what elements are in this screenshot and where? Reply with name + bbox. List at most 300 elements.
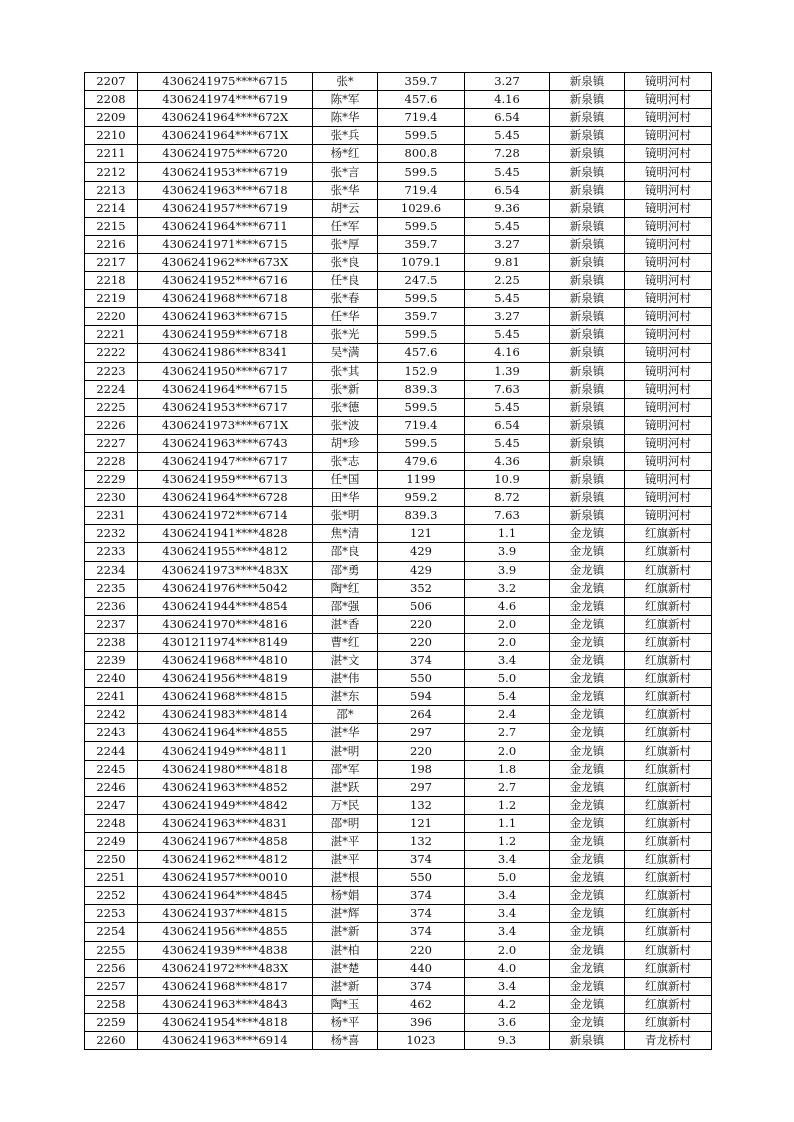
quantity-cell: 9.36 (465, 199, 550, 217)
amount-cell: 599.5 (378, 127, 465, 145)
quantity-cell: 5.45 (465, 217, 550, 235)
row-number-cell: 2254 (85, 923, 138, 941)
id-number-cell: 4306241941****4828 (138, 525, 313, 543)
row-number-cell: 2226 (85, 416, 138, 434)
id-number-cell: 4306241955****4812 (138, 543, 313, 561)
amount-cell: 374 (378, 905, 465, 923)
village-cell: 镜明河村 (625, 272, 712, 290)
name-cell: 湛*明 (313, 742, 378, 760)
quantity-cell: 9.81 (465, 253, 550, 271)
id-number-cell: 4306241957****0010 (138, 869, 313, 887)
name-cell: 陶*玉 (313, 995, 378, 1013)
row-number-cell: 2217 (85, 253, 138, 271)
id-number-cell: 4306241967****4858 (138, 832, 313, 850)
name-cell: 张*波 (313, 416, 378, 434)
quantity-cell: 4.16 (465, 91, 550, 109)
name-cell: 邵*明 (313, 814, 378, 832)
id-number-cell: 4306241968****6718 (138, 290, 313, 308)
quantity-cell: 2.7 (465, 724, 550, 742)
village-cell: 镜明河村 (625, 145, 712, 163)
row-number-cell: 2238 (85, 633, 138, 651)
town-cell: 金龙镇 (550, 796, 625, 814)
village-cell: 红旗新村 (625, 688, 712, 706)
row-number-cell: 2244 (85, 742, 138, 760)
town-cell: 新泉镇 (550, 127, 625, 145)
village-cell: 镜明河村 (625, 109, 712, 127)
village-cell: 红旗新村 (625, 633, 712, 651)
row-number-cell: 2235 (85, 579, 138, 597)
quantity-cell: 5.45 (465, 290, 550, 308)
table-row (85, 109, 712, 127)
row-number-cell: 2243 (85, 724, 138, 742)
village-cell: 红旗新村 (625, 814, 712, 832)
name-cell: 邵*良 (313, 543, 378, 561)
table-row (85, 778, 712, 796)
quantity-cell: 3.6 (465, 1013, 550, 1031)
village-cell: 红旗新村 (625, 995, 712, 1013)
id-number-cell: 4306241937****4815 (138, 905, 313, 923)
amount-cell: 594 (378, 688, 465, 706)
table-row (85, 199, 712, 217)
town-cell: 金龙镇 (550, 959, 625, 977)
amount-cell: 719.4 (378, 181, 465, 199)
row-number-cell: 2222 (85, 344, 138, 362)
table-row (85, 652, 712, 670)
table-row (85, 362, 712, 380)
row-number-cell: 2225 (85, 398, 138, 416)
table-row (85, 887, 712, 905)
village-cell: 红旗新村 (625, 760, 712, 778)
amount-cell: 359.7 (378, 235, 465, 253)
name-cell: 吴*满 (313, 344, 378, 362)
town-cell: 金龙镇 (550, 760, 625, 778)
table-row (85, 688, 712, 706)
town-cell: 金龙镇 (550, 579, 625, 597)
town-cell: 金龙镇 (550, 778, 625, 796)
table-row (85, 380, 712, 398)
table-row (85, 959, 712, 977)
quantity-cell: 1.39 (465, 362, 550, 380)
id-number-cell: 4306241976****5042 (138, 579, 313, 597)
id-number-cell: 4306241964****671X (138, 127, 313, 145)
name-cell: 张*明 (313, 507, 378, 525)
town-cell: 新泉镇 (550, 253, 625, 271)
table-row (85, 597, 712, 615)
quantity-cell: 7.63 (465, 380, 550, 398)
name-cell: 张*志 (313, 452, 378, 470)
table-row (85, 706, 712, 724)
amount-cell: 374 (378, 887, 465, 905)
village-cell: 红旗新村 (625, 706, 712, 724)
table-row (85, 471, 712, 489)
quantity-cell: 4.16 (465, 344, 550, 362)
village-cell: 红旗新村 (625, 778, 712, 796)
quantity-cell: 6.54 (465, 109, 550, 127)
town-cell: 金龙镇 (550, 923, 625, 941)
amount-cell: 121 (378, 814, 465, 832)
table-row (85, 163, 712, 181)
table-row (85, 851, 712, 869)
town-cell: 新泉镇 (550, 344, 625, 362)
village-cell: 红旗新村 (625, 923, 712, 941)
village-cell: 红旗新村 (625, 597, 712, 615)
row-number-cell: 2253 (85, 905, 138, 923)
village-cell: 镜明河村 (625, 73, 712, 91)
amount-cell: 1023 (378, 1031, 465, 1049)
id-number-cell: 4306241953****6719 (138, 163, 313, 181)
table-row (85, 398, 712, 416)
table-row (85, 670, 712, 688)
village-cell: 红旗新村 (625, 832, 712, 850)
row-number-cell: 2249 (85, 832, 138, 850)
table-row (85, 905, 712, 923)
town-cell: 金龙镇 (550, 543, 625, 561)
town-cell: 金龙镇 (550, 724, 625, 742)
table-row (85, 796, 712, 814)
amount-cell: 839.3 (378, 507, 465, 525)
name-cell: 湛*楚 (313, 959, 378, 977)
row-number-cell: 2209 (85, 109, 138, 127)
table-row (85, 434, 712, 452)
amount-cell: 506 (378, 597, 465, 615)
amount-cell: 429 (378, 543, 465, 561)
row-number-cell: 2236 (85, 597, 138, 615)
table-row (85, 489, 712, 507)
name-cell: 张*其 (313, 362, 378, 380)
row-number-cell: 2230 (85, 489, 138, 507)
name-cell: 焦*清 (313, 525, 378, 543)
amount-cell: 374 (378, 851, 465, 869)
town-cell: 金龙镇 (550, 814, 625, 832)
village-cell: 镜明河村 (625, 489, 712, 507)
name-cell: 任*良 (313, 272, 378, 290)
quantity-cell: 2.25 (465, 272, 550, 290)
town-cell: 金龙镇 (550, 869, 625, 887)
village-cell: 镜明河村 (625, 308, 712, 326)
town-cell: 新泉镇 (550, 489, 625, 507)
town-cell: 金龙镇 (550, 941, 625, 959)
amount-cell: 132 (378, 796, 465, 814)
id-number-cell: 4306241963****6743 (138, 434, 313, 452)
village-cell: 红旗新村 (625, 724, 712, 742)
town-cell: 金龙镇 (550, 706, 625, 724)
amount-cell: 152.9 (378, 362, 465, 380)
id-number-cell: 4306241957****6719 (138, 199, 313, 217)
village-cell: 青龙桥村 (625, 1031, 712, 1049)
village-cell: 镜明河村 (625, 181, 712, 199)
row-number-cell: 2214 (85, 199, 138, 217)
town-cell: 金龙镇 (550, 597, 625, 615)
id-number-cell: 4306241959****6718 (138, 326, 313, 344)
table-row (85, 869, 712, 887)
amount-cell: 264 (378, 706, 465, 724)
name-cell: 杨*喜 (313, 1031, 378, 1049)
quantity-cell: 3.27 (465, 308, 550, 326)
town-cell: 金龙镇 (550, 887, 625, 905)
amount-cell: 719.4 (378, 109, 465, 127)
village-cell: 镜明河村 (625, 471, 712, 489)
quantity-cell: 3.4 (465, 977, 550, 995)
name-cell: 张*良 (313, 253, 378, 271)
id-number-cell: 4306241983****4814 (138, 706, 313, 724)
table-row (85, 272, 712, 290)
village-cell: 红旗新村 (625, 670, 712, 688)
id-number-cell: 4306241947****6717 (138, 452, 313, 470)
table-row (85, 344, 712, 362)
id-number-cell: 4306241959****6713 (138, 471, 313, 489)
amount-cell: 247.5 (378, 272, 465, 290)
village-cell: 红旗新村 (625, 977, 712, 995)
table-row (85, 995, 712, 1013)
quantity-cell: 3.9 (465, 543, 550, 561)
id-number-cell: 4306241952****6716 (138, 272, 313, 290)
quantity-cell: 3.27 (465, 73, 550, 91)
quantity-cell: 4.2 (465, 995, 550, 1013)
amount-cell: 800.8 (378, 145, 465, 163)
town-cell: 新泉镇 (550, 109, 625, 127)
village-cell: 镜明河村 (625, 290, 712, 308)
row-number-cell: 2215 (85, 217, 138, 235)
row-number-cell: 2255 (85, 941, 138, 959)
town-cell: 新泉镇 (550, 416, 625, 434)
table-row (85, 145, 712, 163)
row-number-cell: 2234 (85, 561, 138, 579)
town-cell: 金龙镇 (550, 633, 625, 651)
row-number-cell: 2227 (85, 434, 138, 452)
row-number-cell: 2213 (85, 181, 138, 199)
id-number-cell: 4306241949****4842 (138, 796, 313, 814)
name-cell: 张*春 (313, 290, 378, 308)
village-cell: 镜明河村 (625, 163, 712, 181)
name-cell: 陈*华 (313, 109, 378, 127)
amount-cell: 429 (378, 561, 465, 579)
town-cell: 金龙镇 (550, 905, 625, 923)
id-number-cell: 4306241956****4855 (138, 923, 313, 941)
id-number-cell: 4306241963****6718 (138, 181, 313, 199)
amount-cell: 359.7 (378, 308, 465, 326)
id-number-cell: 4306241939****4838 (138, 941, 313, 959)
row-number-cell: 2258 (85, 995, 138, 1013)
quantity-cell: 6.54 (465, 181, 550, 199)
village-cell: 镜明河村 (625, 127, 712, 145)
village-cell: 红旗新村 (625, 543, 712, 561)
id-number-cell: 4306241962****4812 (138, 851, 313, 869)
town-cell: 新泉镇 (550, 145, 625, 163)
quantity-cell: 3.4 (465, 887, 550, 905)
village-cell: 镜明河村 (625, 253, 712, 271)
town-cell: 金龙镇 (550, 1013, 625, 1031)
quantity-cell: 3.27 (465, 235, 550, 253)
village-cell: 红旗新村 (625, 905, 712, 923)
quantity-cell: 5.45 (465, 163, 550, 181)
village-cell: 镜明河村 (625, 91, 712, 109)
table-row (85, 543, 712, 561)
id-number-cell: 4306241980****4818 (138, 760, 313, 778)
name-cell: 杨*平 (313, 1013, 378, 1031)
village-cell: 镜明河村 (625, 452, 712, 470)
amount-cell: 1029.6 (378, 199, 465, 217)
row-number-cell: 2248 (85, 814, 138, 832)
row-number-cell: 2219 (85, 290, 138, 308)
quantity-cell: 5.0 (465, 670, 550, 688)
village-cell: 镜明河村 (625, 362, 712, 380)
id-number-cell: 4306241963****4831 (138, 814, 313, 832)
name-cell: 胡*珍 (313, 434, 378, 452)
id-number-cell: 4306241971****6715 (138, 235, 313, 253)
row-number-cell: 2231 (85, 507, 138, 525)
quantity-cell: 1.2 (465, 832, 550, 850)
id-number-cell: 4306241970****4816 (138, 615, 313, 633)
id-number-cell: 4306241975****6715 (138, 73, 313, 91)
amount-cell: 457.6 (378, 344, 465, 362)
name-cell: 湛*香 (313, 615, 378, 633)
quantity-cell: 9.3 (465, 1031, 550, 1049)
table-row (85, 326, 712, 344)
amount-cell: 959.2 (378, 489, 465, 507)
name-cell: 万*民 (313, 796, 378, 814)
id-number-cell: 4306241953****6717 (138, 398, 313, 416)
quantity-cell: 7.63 (465, 507, 550, 525)
name-cell: 湛*辉 (313, 905, 378, 923)
amount-cell: 220 (378, 742, 465, 760)
id-number-cell: 4306241972****6714 (138, 507, 313, 525)
amount-cell: 599.5 (378, 398, 465, 416)
amount-cell: 374 (378, 923, 465, 941)
name-cell: 邵*军 (313, 760, 378, 778)
row-number-cell: 2239 (85, 652, 138, 670)
name-cell: 湛*新 (313, 977, 378, 995)
row-number-cell: 2210 (85, 127, 138, 145)
table-row (85, 181, 712, 199)
town-cell: 金龙镇 (550, 832, 625, 850)
quantity-cell: 4.0 (465, 959, 550, 977)
town-cell: 新泉镇 (550, 235, 625, 253)
table-row (85, 633, 712, 651)
id-number-cell: 4306241944****4854 (138, 597, 313, 615)
id-number-cell: 4306241974****6719 (138, 91, 313, 109)
id-number-cell: 4301211974****8149 (138, 633, 313, 651)
row-number-cell: 2212 (85, 163, 138, 181)
table-row (85, 217, 712, 235)
quantity-cell: 2.0 (465, 941, 550, 959)
name-cell: 湛*柏 (313, 941, 378, 959)
name-cell: 湛*根 (313, 869, 378, 887)
name-cell: 杨*娟 (313, 887, 378, 905)
name-cell: 湛*华 (313, 724, 378, 742)
table-row (85, 308, 712, 326)
table-row (85, 416, 712, 434)
row-number-cell: 2211 (85, 145, 138, 163)
quantity-cell: 2.0 (465, 742, 550, 760)
row-number-cell: 2256 (85, 959, 138, 977)
amount-cell: 297 (378, 724, 465, 742)
quantity-cell: 1.1 (465, 814, 550, 832)
table-row (85, 235, 712, 253)
quantity-cell: 5.45 (465, 398, 550, 416)
id-number-cell: 4306241963****6715 (138, 308, 313, 326)
row-number-cell: 2223 (85, 362, 138, 380)
village-cell: 镜明河村 (625, 507, 712, 525)
table-row (85, 452, 712, 470)
village-cell: 红旗新村 (625, 941, 712, 959)
name-cell: 任*军 (313, 217, 378, 235)
table-row (85, 579, 712, 597)
village-cell: 红旗新村 (625, 579, 712, 597)
town-cell: 金龙镇 (550, 561, 625, 579)
quantity-cell: 1.8 (465, 760, 550, 778)
quantity-cell: 7.28 (465, 145, 550, 163)
id-number-cell: 4306241962****673X (138, 253, 313, 271)
id-number-cell: 4306241963****6914 (138, 1031, 313, 1049)
name-cell: 杨*红 (313, 145, 378, 163)
amount-cell: 1079.1 (378, 253, 465, 271)
village-cell: 红旗新村 (625, 742, 712, 760)
amount-cell: 121 (378, 525, 465, 543)
row-number-cell: 2229 (85, 471, 138, 489)
table-row (85, 561, 712, 579)
quantity-cell: 1.1 (465, 525, 550, 543)
village-cell: 红旗新村 (625, 796, 712, 814)
name-cell: 湛*东 (313, 688, 378, 706)
id-number-cell: 4306241963****4852 (138, 778, 313, 796)
amount-cell: 462 (378, 995, 465, 1013)
record-table-body (85, 73, 712, 1050)
amount-cell: 550 (378, 670, 465, 688)
record-table (84, 72, 712, 1050)
town-cell: 新泉镇 (550, 452, 625, 470)
village-cell: 红旗新村 (625, 887, 712, 905)
village-cell: 红旗新村 (625, 959, 712, 977)
row-number-cell: 2221 (85, 326, 138, 344)
table-row (85, 91, 712, 109)
name-cell: 湛*新 (313, 923, 378, 941)
row-number-cell: 2245 (85, 760, 138, 778)
id-number-cell: 4306241956****4819 (138, 670, 313, 688)
quantity-cell: 3.9 (465, 561, 550, 579)
village-cell: 镜明河村 (625, 217, 712, 235)
town-cell: 新泉镇 (550, 73, 625, 91)
row-number-cell: 2242 (85, 706, 138, 724)
town-cell: 新泉镇 (550, 380, 625, 398)
id-number-cell: 4306241964****6711 (138, 217, 313, 235)
quantity-cell: 6.54 (465, 416, 550, 434)
village-cell: 镜明河村 (625, 235, 712, 253)
row-number-cell: 2207 (85, 73, 138, 91)
quantity-cell: 2.7 (465, 778, 550, 796)
quantity-cell: 8.72 (465, 489, 550, 507)
name-cell: 湛*平 (313, 832, 378, 850)
row-number-cell: 2237 (85, 615, 138, 633)
amount-cell: 599.5 (378, 163, 465, 181)
row-number-cell: 2220 (85, 308, 138, 326)
name-cell: 湛*平 (313, 851, 378, 869)
row-number-cell: 2228 (85, 452, 138, 470)
town-cell: 新泉镇 (550, 272, 625, 290)
amount-cell: 220 (378, 941, 465, 959)
id-number-cell: 4306241968****4817 (138, 977, 313, 995)
town-cell: 金龙镇 (550, 742, 625, 760)
quantity-cell: 2.4 (465, 706, 550, 724)
quantity-cell: 5.45 (465, 434, 550, 452)
table-row (85, 615, 712, 633)
amount-cell: 396 (378, 1013, 465, 1031)
id-number-cell: 4306241964****4855 (138, 724, 313, 742)
village-cell: 镜明河村 (625, 344, 712, 362)
name-cell: 任*国 (313, 471, 378, 489)
amount-cell: 132 (378, 832, 465, 850)
name-cell: 邵* (313, 706, 378, 724)
id-number-cell: 4306241954****4818 (138, 1013, 313, 1031)
